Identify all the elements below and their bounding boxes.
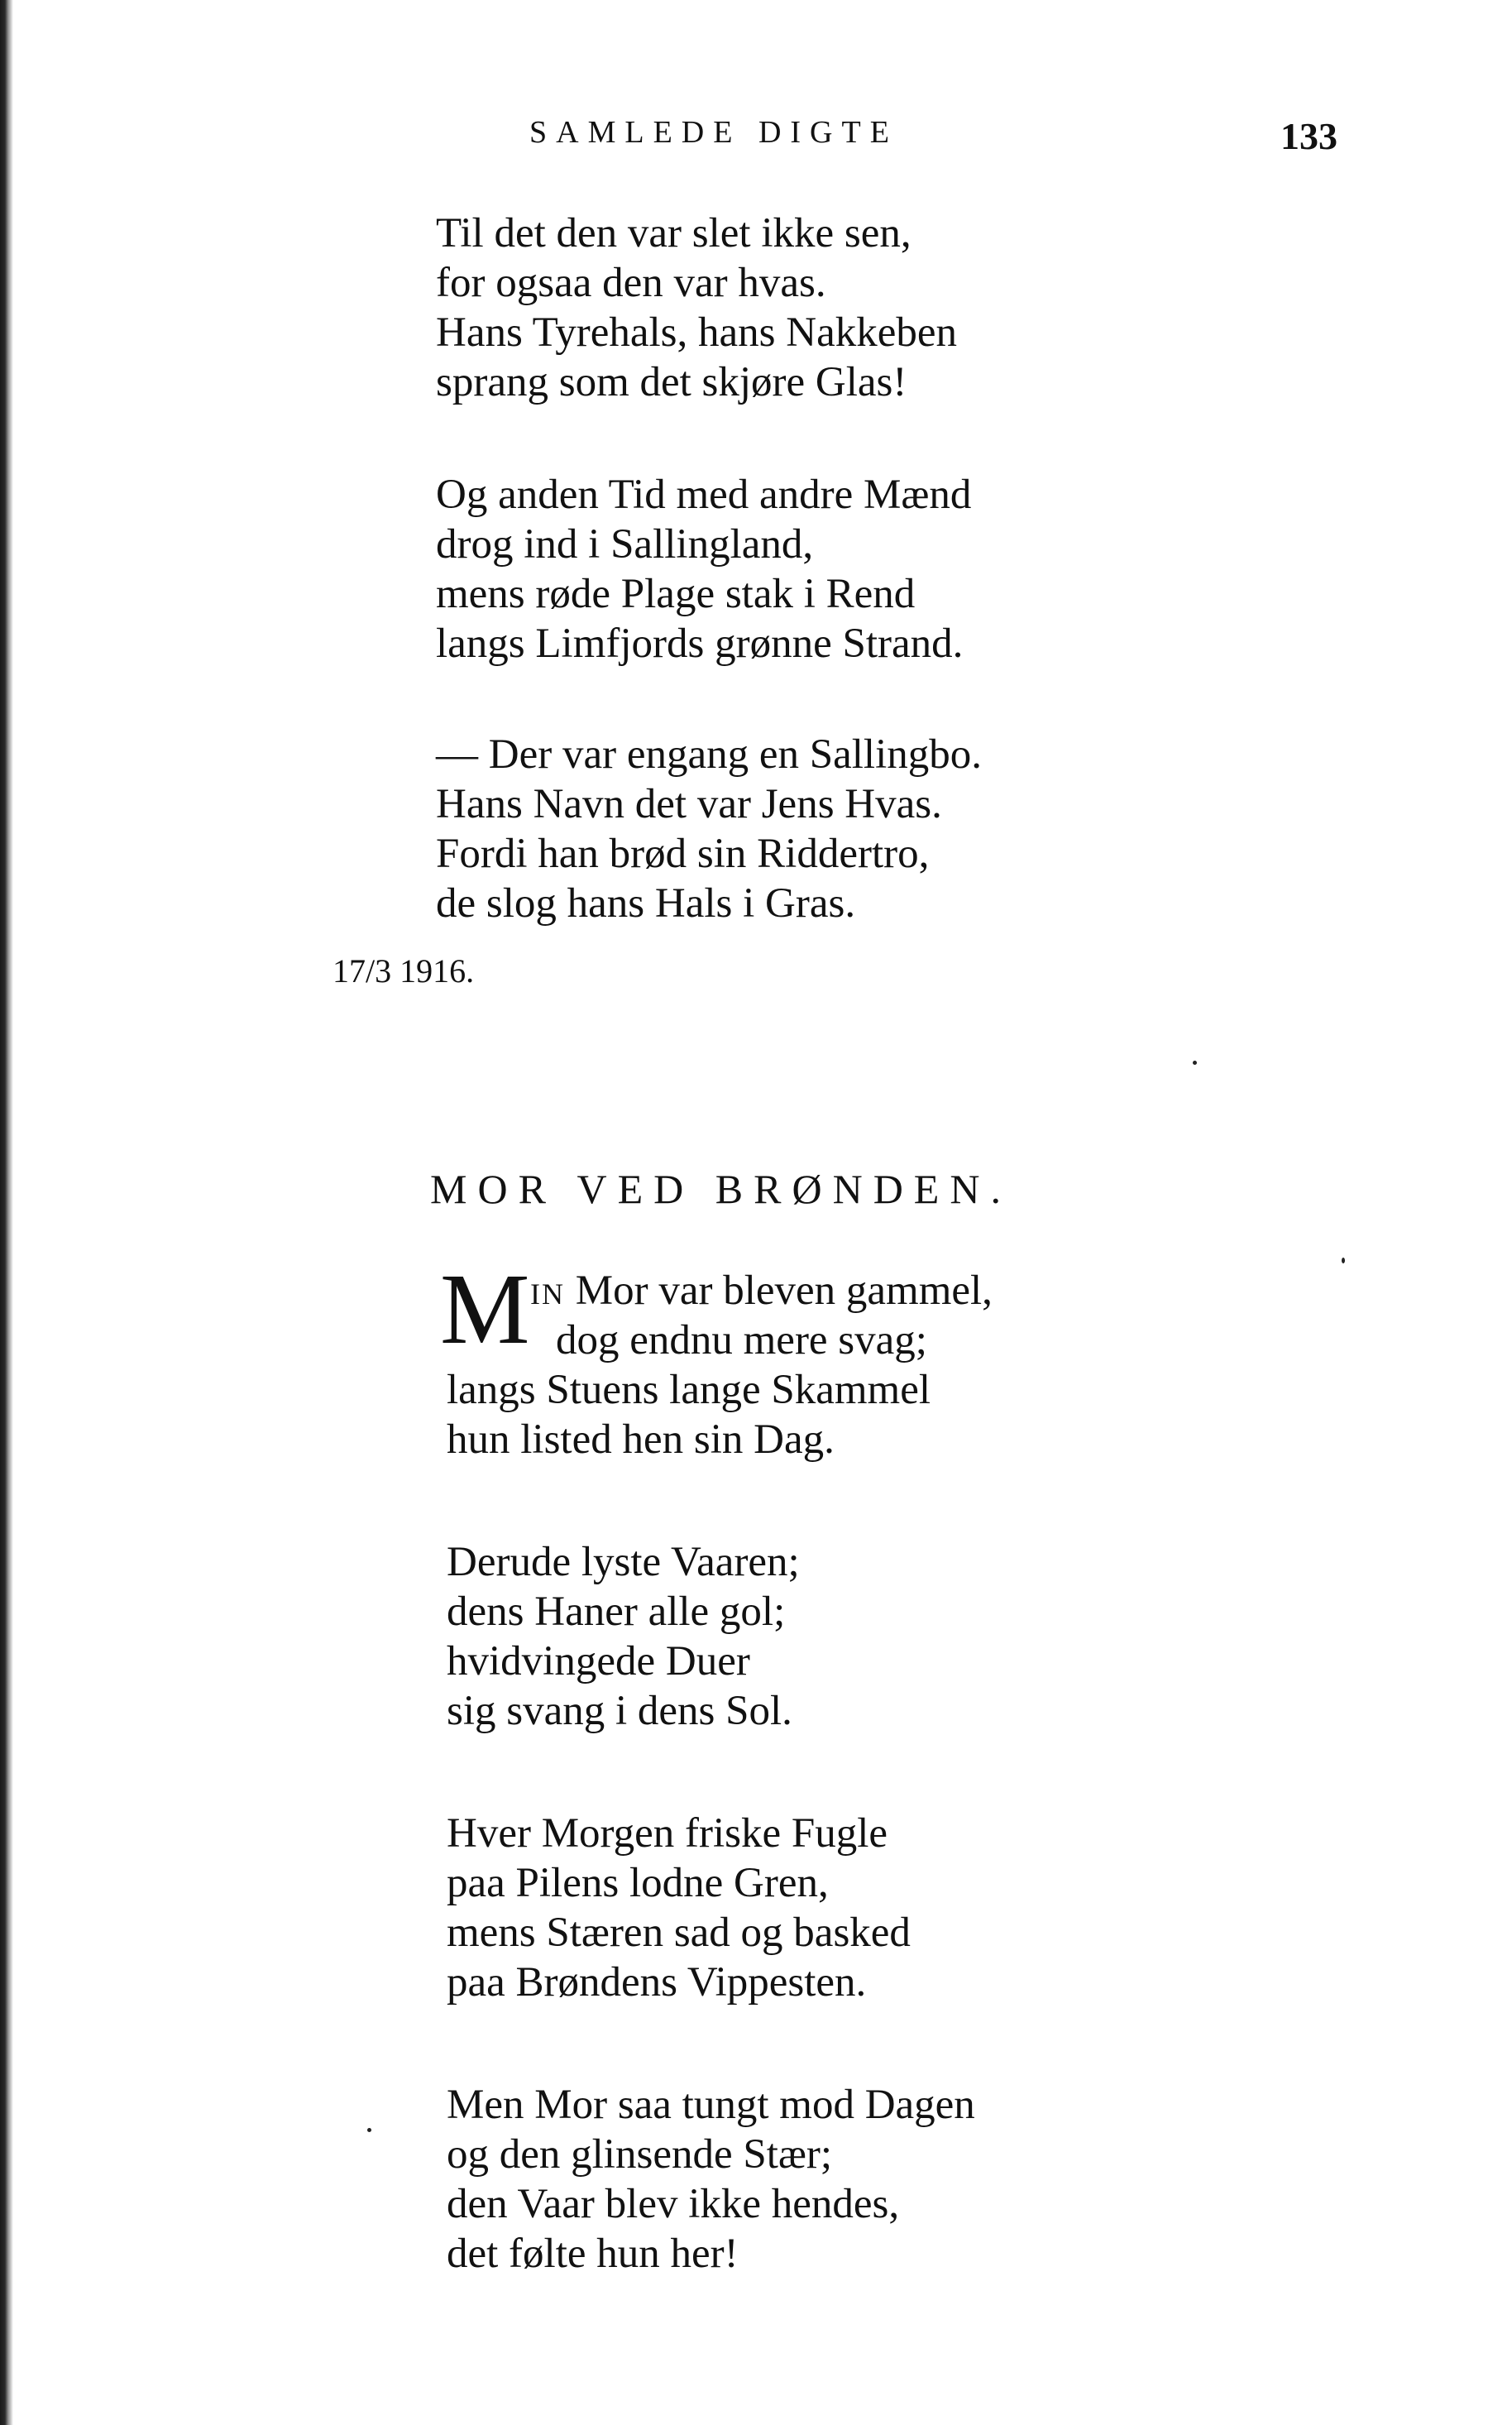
first-line	[530, 1266, 993, 1319]
verse-line: — Der var engang en Sallingbo.	[436, 731, 982, 778]
verse-line: Og anden Tid med andre Mænd	[436, 472, 972, 518]
poem2-stanza-1	[447, 1316, 931, 1464]
verse-line: dog endnu mere svag;	[556, 1317, 927, 1363]
verse-line: det følte hun her!	[447, 2231, 739, 2277]
poem2-stanza-2	[447, 1537, 800, 1736]
verse-line: langs Limfjords grønne Strand.	[436, 621, 964, 667]
print-speck	[367, 2128, 371, 2132]
poem1-stanza-1	[436, 208, 957, 407]
print-speck	[1193, 1061, 1197, 1065]
verse-line: hvidvingede Duer	[447, 1638, 750, 1685]
drop-cap: M	[440, 1253, 530, 1365]
verse-line: drog ind i Sallingland,	[436, 521, 814, 568]
verse-line: mens Stæren sad og basked	[447, 1910, 911, 1956]
binding-shadow	[0, 0, 13, 2425]
poem1-stanza-2	[436, 470, 971, 669]
verse-line: paa Brøndens Vippesten.	[447, 1959, 867, 2006]
verse-line: Hans Navn det var Jens Hvas.	[436, 781, 942, 827]
verse-line: Fordi han brød sin Riddertro,	[436, 831, 930, 877]
verse-line: mens røde Plage stak i Rend	[436, 571, 916, 617]
first-line-caps: IN	[530, 1277, 565, 1311]
poem-date: 17/3 1916.	[333, 952, 475, 990]
poem2-stanza-3	[447, 1809, 911, 2007]
verse-line: Men Mor saa tungt mod Dagen	[447, 2082, 975, 2128]
verse-line: hun listed hen sin Dag.	[447, 1416, 835, 1463]
poem1-stanza-3	[436, 730, 982, 928]
running-head: SAMLEDE DIGTE	[529, 115, 898, 150]
verse-line: for ogsaa den var hvas.	[436, 260, 826, 306]
print-speck	[1342, 1258, 1345, 1263]
poem-title: MOR VED BRØNDEN.	[430, 1166, 1012, 1212]
verse-line: og den glinsende Stær;	[447, 2131, 833, 2178]
verse-line: langs Stuens lange Skammel	[447, 1367, 931, 1413]
verse-line: dens Haner alle gol;	[447, 1589, 786, 1635]
verse-line: den Vaar blev ikke hendes,	[447, 2181, 900, 2227]
verse-line: Til det den var slet ikke sen,	[436, 210, 912, 256]
verse-line: Hans Tyrehals, hans Nakkeben	[436, 309, 957, 356]
first-line-rest: Mor var bleven gammel,	[565, 1268, 993, 1314]
verse-line: Hver Morgen friske Fugle	[447, 1810, 888, 1857]
verse-line: Derude lyste Vaaren;	[447, 1539, 800, 1585]
poem2-stanza-4	[447, 2080, 975, 2279]
verse-line: paa Pilens lodne Gren,	[447, 1860, 829, 1906]
verse-line: de slog hans Hals i Gras.	[436, 880, 856, 927]
verse-line: sig svang i dens Sol.	[447, 1688, 792, 1734]
verse-line: sprang som det skjøre Glas!	[436, 359, 907, 405]
page-number: 133	[1280, 115, 1337, 157]
